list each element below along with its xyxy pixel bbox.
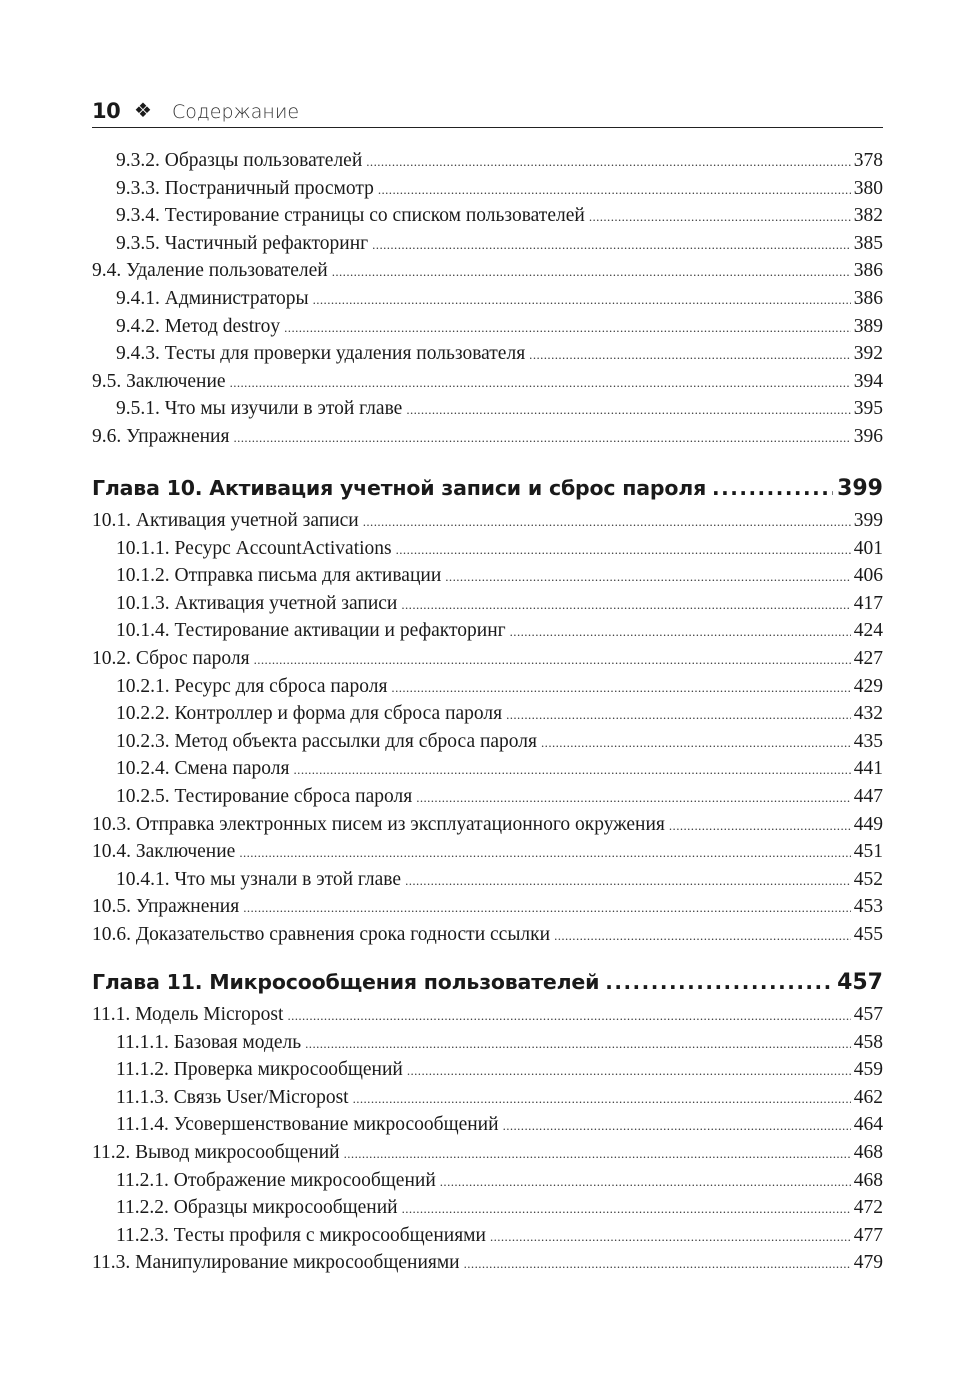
toc-entry-number: 10.6. (92, 923, 131, 945)
toc-entry-page: 447 (853, 785, 883, 807)
toc-entry-page: 435 (853, 730, 883, 752)
leader-dots (254, 650, 851, 664)
leader-dots (294, 760, 851, 774)
chapter-page: 399 (837, 476, 883, 501)
leader-dots (589, 207, 851, 221)
toc-entry-title (92, 510, 359, 532)
toc-entry-text: Проверка микросообщений (173, 1059, 403, 1081)
chapter-title: Глава 11. Микросообщения пользователей (92, 970, 600, 994)
toc-entry-page: 386 (853, 260, 883, 282)
toc-entry-page: 451 (853, 841, 883, 863)
leader-dots (405, 871, 851, 885)
toc-entry-number: 10.2.3. (116, 730, 170, 752)
toc-entry-text: Ресурс для сброса пароля (174, 675, 388, 697)
toc-entry-page: 386 (853, 287, 883, 309)
toc-entry-text: Тестирование страницы со списком пользователей (164, 205, 585, 227)
leader-dots (669, 816, 851, 830)
toc-entry-number: 9.5. (92, 370, 122, 392)
toc-entry[interactable] (92, 1087, 883, 1115)
toc-entry-text: Тесты профиля с микросообщениями (173, 1224, 486, 1246)
toc-entry[interactable] (92, 538, 883, 566)
toc-entry-text: Отображение микросообщений (173, 1169, 436, 1191)
toc-entry-text: Образцы пользователей (164, 150, 363, 171)
toc-entry-number: 10.2.1. (116, 675, 170, 697)
toc-entry[interactable] (92, 1142, 883, 1170)
toc-entry-number: 9.3.5. (116, 232, 160, 254)
toc-entry-page: 395 (853, 398, 883, 420)
toc-entry-number: 10.3. (92, 813, 131, 835)
chapter-page: 457 (837, 970, 883, 995)
leader-dots (378, 180, 851, 194)
toc-entry-page: 453 (853, 896, 883, 918)
toc-entry-page: 455 (853, 923, 883, 945)
leader-dots (406, 400, 850, 414)
toc-entry-title (92, 1004, 283, 1026)
toc-entry[interactable] (92, 1252, 883, 1280)
toc-entry-page: 399 (853, 510, 883, 531)
toc-entry-title (116, 233, 368, 255)
leader-dots (287, 1006, 850, 1020)
toc-entry-page: 392 (853, 343, 883, 365)
toc-entry-text: Вывод микросообщений (135, 1141, 340, 1163)
toc-entry-text: Удаление пользователей (126, 260, 328, 282)
toc-entry-title (92, 426, 229, 448)
toc-entry-page: 389 (853, 315, 883, 337)
toc-entry[interactable] (92, 1225, 883, 1253)
leader-dots (313, 290, 851, 304)
toc-entry[interactable] (92, 1170, 883, 1198)
toc-entry[interactable] (92, 1197, 883, 1225)
toc-entry-text: Отправка электронных писем из эксплуатационного окружения (135, 813, 665, 835)
toc-entry-title (116, 150, 362, 172)
leader-dots (233, 428, 850, 442)
toc-entry-title (116, 538, 392, 560)
toc-entry-title (116, 1032, 301, 1054)
leader-dots (401, 595, 850, 609)
toc-entry[interactable] (92, 426, 883, 454)
toc-entry[interactable] (92, 786, 883, 814)
toc-entry-title (92, 1142, 340, 1164)
toc-entry-title (116, 731, 537, 753)
leader-dots (366, 152, 850, 166)
toc-entry-page: 424 (853, 620, 883, 642)
toc-entry-page: 479 (853, 1252, 883, 1274)
leader-dots (506, 705, 851, 719)
toc-entry-text: Активация учетной записи (135, 510, 359, 531)
toc-entry[interactable] (92, 371, 883, 399)
toc-entry-title (92, 924, 550, 946)
toc-entry-page: 462 (853, 1086, 883, 1108)
toc-entry[interactable] (92, 398, 883, 426)
toc-entry-text: Базовая модель (173, 1031, 302, 1053)
leader-dots (284, 318, 851, 332)
toc-entry-number: 10.1.3. (116, 592, 170, 614)
toc-entry-text: Тестирование сброса пароля (174, 785, 413, 807)
toc-entry-number: 11.2.1. (116, 1169, 169, 1191)
toc-entry-text: Доказательство сравнения срока годности ссылки (135, 923, 551, 945)
leader-dots (372, 235, 851, 249)
toc-entry-page: 458 (853, 1031, 883, 1053)
toc-entry-page: 449 (853, 813, 883, 835)
chapter-heading[interactable] (92, 970, 883, 1004)
toc-entry[interactable] (92, 510, 883, 538)
leader-dots (353, 1089, 851, 1103)
page-number: 10 (92, 99, 121, 123)
toc-entry-text: Активация учетной записи (174, 592, 398, 614)
toc-entry-page: 459 (853, 1059, 883, 1081)
toc-entry-page: 427 (853, 647, 883, 669)
toc-entry-page: 417 (853, 592, 883, 614)
leader-dots (490, 1227, 851, 1241)
toc-entry-number: 10.4.1. (116, 868, 170, 890)
toc-entry[interactable] (92, 288, 883, 316)
toc-entry[interactable] (92, 178, 883, 206)
running-header (92, 97, 883, 128)
toc-entry-text: Администраторы (164, 287, 309, 309)
toc-entry-title (116, 1170, 436, 1192)
leader-dots (554, 926, 851, 940)
toc-entry-number: 10.1.4. (116, 620, 170, 642)
toc-entry-page: 429 (853, 675, 883, 697)
toc-entry-page: 401 (853, 537, 883, 559)
toc-entry-page: 452 (853, 868, 883, 890)
toc-entry-page: 406 (853, 565, 883, 587)
toc-entry-number: 11.3. (92, 1252, 131, 1274)
toc-entry-title (92, 896, 239, 918)
toc-entry[interactable] (92, 565, 883, 593)
toc-entry-page: 441 (853, 758, 883, 780)
leader-dots (440, 1172, 851, 1186)
toc-entry-title (116, 620, 506, 642)
toc-entry-text: Заключение (126, 370, 226, 392)
toc-entry[interactable] (92, 703, 883, 731)
toc-entry[interactable] (92, 343, 883, 371)
toc-entry-text: Метод destroy (164, 315, 281, 337)
toc-entry-text: Манипулирование микросообщениями (135, 1252, 460, 1274)
leader-dots (402, 1199, 851, 1213)
leader-dots (464, 1254, 851, 1268)
toc-entry[interactable] (92, 316, 883, 344)
chapter-heading[interactable] (92, 476, 883, 510)
toc-entry-title (116, 316, 280, 338)
toc-entry[interactable] (92, 1032, 883, 1060)
toc-entry-page: 468 (853, 1169, 883, 1191)
toc-entry-number: 9.3.2. (116, 150, 160, 171)
leader-dots (407, 1061, 851, 1075)
toc-entry-text: Упражнения (126, 425, 230, 447)
toc-entry-title (92, 648, 250, 670)
toc-entry-text: Сброс пароля (135, 647, 250, 669)
toc-entry-page: 477 (853, 1224, 883, 1246)
leader-dots (712, 479, 833, 495)
leader-dots (503, 1116, 851, 1130)
leader-dots (529, 345, 851, 359)
toc-entry-page: 380 (853, 177, 883, 199)
leader-dots (344, 1144, 851, 1158)
toc-entry[interactable] (92, 593, 883, 621)
leader-dots (416, 788, 851, 802)
toc-entry-number: 10.2.4. (116, 758, 170, 780)
toc-entry-number: 11.2.2. (116, 1197, 169, 1219)
toc-entry-number: 9.6. (92, 425, 122, 447)
toc-entry-page: 396 (853, 425, 883, 447)
toc-entry[interactable] (92, 731, 883, 759)
toc-entry-number: 10.4. (92, 841, 131, 863)
toc-entry-title (116, 343, 525, 365)
toc-entry-title (116, 398, 402, 420)
toc-entry-text: Контроллер и форма для сброса пароля (174, 703, 503, 725)
toc-entry-text: Усовершенствование микросообщений (173, 1114, 499, 1136)
leader-dots (305, 1034, 851, 1048)
toc-entry[interactable] (92, 150, 883, 178)
toc-entry-number: 9.4.1. (116, 287, 160, 309)
running-title: Содержание (172, 101, 300, 123)
toc-entry-text: Частичный рефакторинг (164, 232, 369, 254)
toc-entry[interactable] (92, 841, 883, 869)
toc-entry-title (92, 371, 226, 393)
toc-entry-number: 11.2. (92, 1141, 131, 1163)
toc-entry-number: 10.5. (92, 896, 131, 918)
toc-entry[interactable] (92, 648, 883, 676)
toc-entry-title (92, 841, 235, 863)
toc-entry-title (116, 703, 502, 725)
toc-entry-number: 10.1.2. (116, 565, 170, 587)
toc-entry[interactable] (92, 676, 883, 704)
toc-entry[interactable] (92, 205, 883, 233)
toc-entry-title (92, 814, 665, 836)
toc-entry-number: 10.2.5. (116, 785, 170, 807)
leader-dots (396, 540, 851, 554)
toc-entry-title (116, 676, 387, 698)
toc-entry-text: Заключение (135, 841, 236, 863)
toc-entry-number: 9.3.3. (116, 177, 160, 199)
leader-dots (541, 733, 851, 747)
toc-entry-number: 9.4.2. (116, 315, 160, 337)
toc-entry-text: Связь User/Micropost (173, 1086, 349, 1108)
ornament-icon: ❖ (134, 98, 152, 122)
toc-entry-number: 9.5.1. (116, 398, 160, 420)
toc-entry-number: 10.2. (92, 647, 131, 669)
toc-entry[interactable] (92, 924, 883, 952)
leader-dots (239, 843, 850, 857)
toc-entry-title (116, 786, 412, 808)
toc-entry[interactable] (92, 758, 883, 786)
toc-entry-number: 10.1. (92, 510, 131, 531)
toc-entry[interactable] (92, 620, 883, 648)
toc-entry-title (116, 1225, 486, 1247)
toc-entry-text: Упражнения (135, 896, 240, 918)
toc-entry-title (116, 178, 374, 200)
leader-dots (445, 567, 850, 581)
toc-entry-text: Смена пароля (174, 758, 290, 780)
toc-entry-number: 9.4.3. (116, 343, 160, 365)
toc-entry-page: 472 (853, 1197, 883, 1219)
leader-dots (363, 512, 851, 526)
toc-entry-text: Модель Micropost (135, 1004, 284, 1025)
toc-entry-title (92, 260, 328, 282)
toc-entry[interactable] (92, 869, 883, 897)
toc-entry-text: Постраничный просмотр (164, 177, 374, 199)
chapter-title: Глава 10. Активация учетной записи и сброс пароля (92, 476, 707, 500)
toc-entry-title (92, 1252, 460, 1274)
toc-entry-number: 11.1.1. (116, 1031, 169, 1053)
toc-entry-text: Отправка письма для активации (174, 565, 442, 587)
toc-entry-title (116, 1114, 499, 1136)
toc-entry-title (116, 593, 397, 615)
toc-entry-page: 385 (853, 232, 883, 254)
toc-chapter-10 (92, 476, 883, 952)
toc-entry[interactable] (92, 814, 883, 842)
toc-entry[interactable] (92, 1059, 883, 1087)
toc-entry-title (116, 288, 309, 310)
toc-entry[interactable] (92, 233, 883, 261)
toc-entry[interactable] (92, 260, 883, 288)
toc-entry-number: 9.3.4. (116, 205, 160, 227)
toc-entry-text: Ресурс AccountActivations (174, 537, 392, 559)
toc-entry-title (116, 869, 401, 891)
toc-entry[interactable] (92, 896, 883, 924)
toc-entry-number: 11.1.3. (116, 1086, 169, 1108)
toc-entry-title (116, 758, 290, 780)
toc-entry-text: Тестирование активации и рефакторинг (174, 620, 506, 642)
toc-entry-number: 11.1.4. (116, 1114, 169, 1136)
toc-entry-text: Метод объекта рассылки для сброса пароля (174, 730, 538, 752)
toc-entry-text: Образцы микросообщений (173, 1197, 398, 1219)
toc-entry-page: 468 (853, 1141, 883, 1163)
toc-entry-page: 432 (853, 703, 883, 725)
toc-entry-number: 11.1.2. (116, 1059, 169, 1081)
toc-entry[interactable] (92, 1004, 883, 1032)
toc-entry-text: Тесты для проверки удаления пользователя (164, 343, 526, 365)
toc-block-chapter9 (92, 150, 883, 454)
toc-entry-number: 9.4. (92, 260, 122, 282)
toc-entry-title (116, 205, 585, 227)
toc-entry-text: Что мы изучили в этой главе (164, 398, 403, 420)
toc-entry-page: 394 (853, 370, 883, 392)
toc-entry-title (116, 1059, 403, 1081)
toc-entry-page: 464 (853, 1114, 883, 1136)
toc-entry-page: 457 (853, 1004, 883, 1025)
toc-entry[interactable] (92, 1114, 883, 1142)
leader-dots (243, 898, 851, 912)
toc-entry-page: 382 (853, 205, 883, 227)
toc-entry-text: Что мы узнали в этой главе (174, 868, 402, 890)
toc-entry-title (116, 565, 441, 587)
leader-dots (391, 678, 850, 692)
toc-entry-page: 378 (853, 150, 883, 171)
toc-entry-number: 10.2.2. (116, 703, 170, 725)
leader-dots (510, 622, 851, 636)
leader-dots (230, 373, 851, 387)
leader-dots (332, 262, 851, 276)
toc-entry-number: 11.1. (92, 1004, 131, 1025)
toc-chapter-11 (92, 970, 883, 1280)
toc-entry-title (116, 1087, 349, 1109)
toc-entry-number: 10.1.1. (116, 537, 170, 559)
leader-dots (605, 973, 833, 989)
toc-entry-number: 11.2.3. (116, 1224, 169, 1246)
toc-entry-title (116, 1197, 398, 1219)
